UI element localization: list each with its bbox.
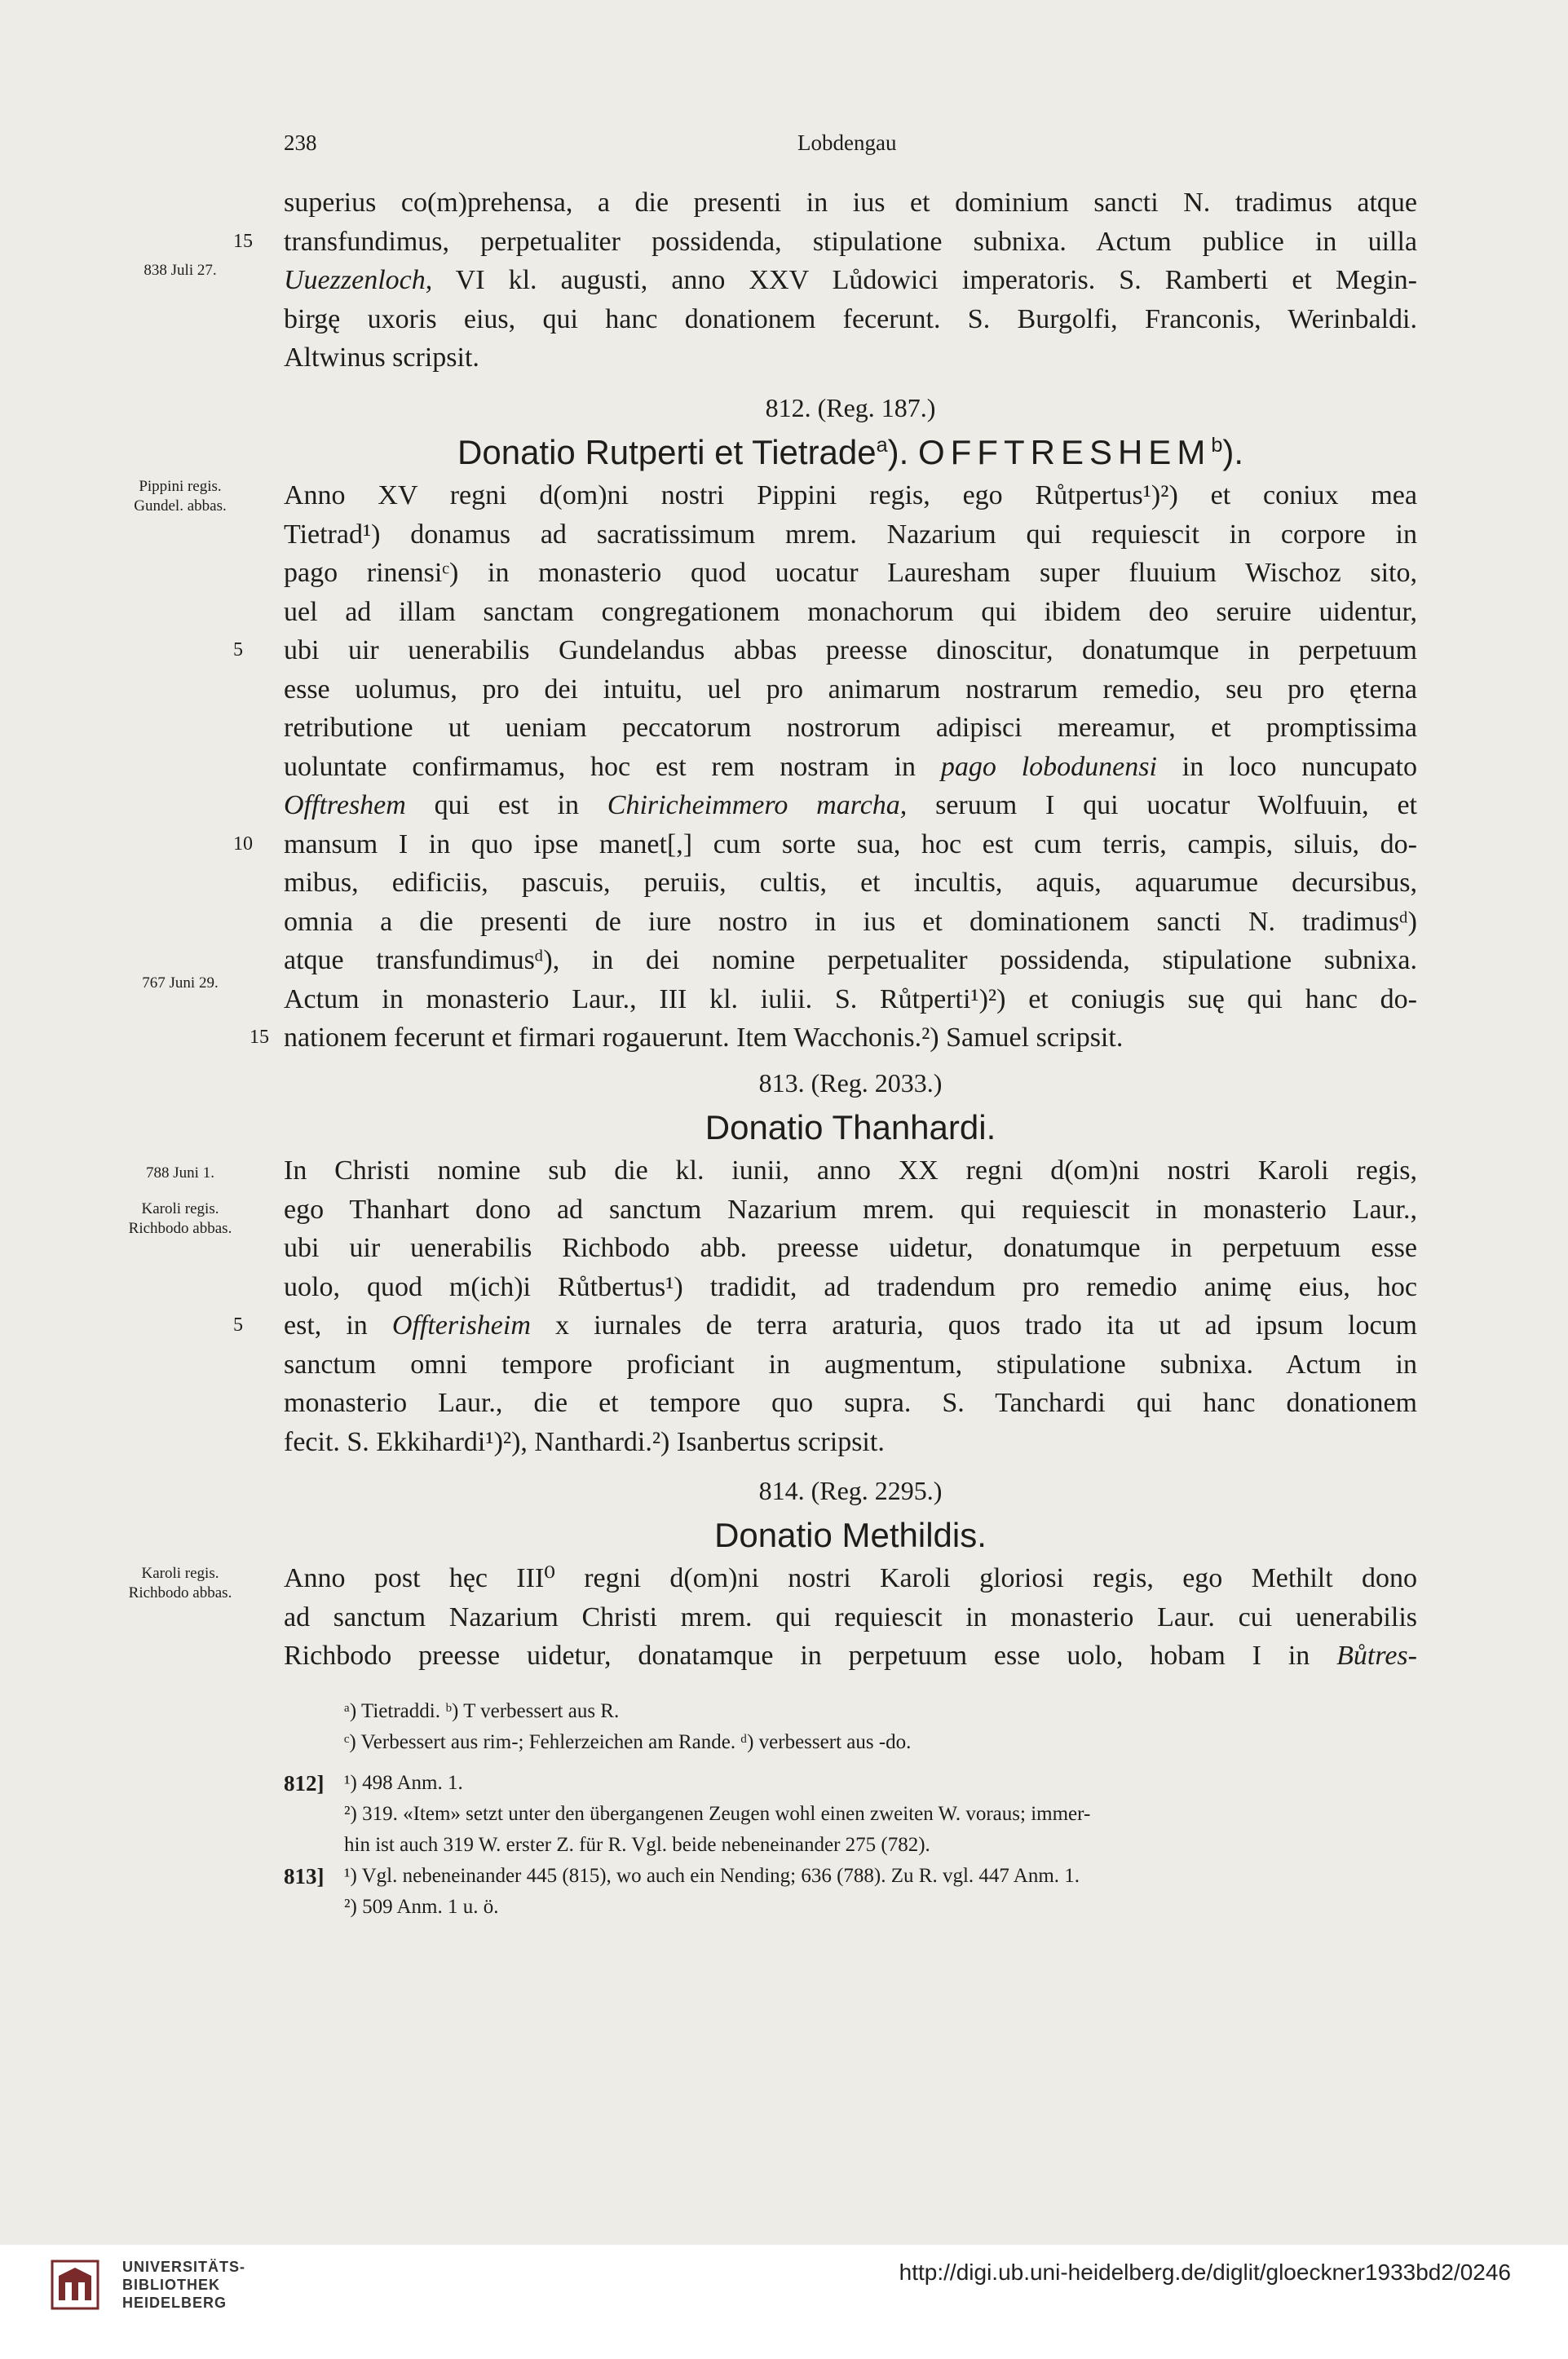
footnote-text: ¹) 498 Anm. 1. [344, 1772, 463, 1794]
line-text: sanctum omni tempore proficiant in augmentum, stipulatione subnixa. Actum in [284, 1349, 1417, 1380]
line-text: Altwinus scripsit. [284, 342, 479, 373]
line-text: ubi uir uenerabilis Gundelandus abbas preesse dinoscitur, donatumque in perpetuum [284, 635, 1417, 665]
line-text: VI kl. augusti, anno XXV Lůdowici imperatoris. S. Ramberti et Megin- [432, 265, 1417, 295]
text-line [284, 554, 1417, 593]
margin-note-names: Pippini regis. Gundel. abbas. [134, 478, 227, 515]
text-line [284, 338, 1417, 378]
line-number: 5 [233, 639, 243, 660]
text-line [284, 1559, 1417, 1598]
line-number: 15 [250, 1027, 269, 1048]
footer-bar [0, 2245, 1568, 2359]
text-line [284, 864, 1417, 903]
margin-note-names: Karoli regis. Richbodo abbas. [128, 1200, 232, 1237]
text-line [284, 786, 1417, 825]
text-line [284, 709, 1417, 748]
text-line [284, 1229, 1417, 1268]
footnote-text: hin ist auch 319 W. erster Z. für R. Vgl. beide nebeneinander 275 (782). [344, 1834, 930, 1856]
line-text: est, in [284, 1310, 392, 1341]
line-text: uolo, quod m(ich)i Růtbertus¹) tradidit, ad tradendum pro remedio animę eius, hoc [284, 1271, 1417, 1302]
line-text: Tietrad¹) donamus ad sacratissimum mrem. Nazarium qui requiescit in corpore in [284, 519, 1417, 550]
footnote-text: ¹) Vgl. nebeneinander 445 (815), wo auch ein Nending; 636 (788). Zu R. vgl. 447 Anm. 1. [344, 1865, 1080, 1887]
italic-name: Chiricheimmero marcha, [607, 790, 908, 820]
text-line [284, 941, 1417, 980]
text-line [284, 1598, 1417, 1637]
footnote-key: 813] [284, 1864, 325, 1889]
text-line [284, 1151, 1417, 1191]
line-text: uel ad illam sanctam congregationem monachorum qui ibidem deo seruire uidentur, [284, 596, 1417, 627]
line-text: seruum I qui uocatur Wolfuuin, et [907, 790, 1417, 820]
line-text: omnia a die presenti de iure nostro in ius et dominationem sancti N. tradimusᵈ) [284, 906, 1417, 937]
charter-number: 813. (Reg. 2033.) [758, 1068, 943, 1098]
line-text: retributione ut ueniam peccatorum nostrorum adipisci mereamur, et promptissima [284, 713, 1417, 743]
line-text: nationem fecerunt et firmari rogauerunt. Item Wacchonis.²) Samuel scripsit. [284, 1023, 1124, 1053]
page-number: 238 [284, 130, 317, 155]
text-line [284, 593, 1417, 632]
line-text: In Christi nomine sub die kl. iunii, anno XX regni d(om)ni nostri Karoli regis, [284, 1155, 1417, 1186]
charter-place: OFFTRESHEM [917, 433, 1212, 471]
text-line [284, 183, 1417, 223]
charter-814 [128, 1460, 1417, 1676]
line-text: birgę uxoris eius, qui hanc donationem fecerunt. S. Burgolfi, Franconis, Werinbaldi. [284, 303, 1417, 334]
text-line [284, 1384, 1417, 1423]
footnote-line [344, 1696, 1417, 1727]
footnote-line [344, 1727, 1417, 1758]
charter-title: Donatio Rutperti et Tietrade$^a$). OFFTRESHEM$^b$). [457, 433, 1243, 471]
margin-note-names: Karoli regis. Richbodo abbas. [128, 1565, 232, 1601]
line-text: Anno XV regni d(om)ni nostri Pippini regis, ego Růtpertus¹)²) et coniux mea [284, 480, 1417, 510]
line-text: ad sanctum Nazarium Christi mrem. qui requiescit in monasterio Laur. cui uenerabilis [284, 1601, 1417, 1632]
footnotes [284, 1696, 1417, 1923]
italic-name: Offterisheim [391, 1310, 531, 1341]
running-title: Lobdengau [797, 130, 897, 155]
line-text: fecit. S. Ekkihardi¹)²), Nanthardi.²) Isanbertus scripsit. [284, 1426, 885, 1457]
text-line [284, 670, 1417, 709]
margin-note-date: 788 Juni 1. [146, 1164, 214, 1182]
library-seal-icon [51, 2260, 99, 2310]
line-number: 15 [233, 230, 253, 252]
footnote-line [284, 1830, 1417, 1861]
text-line [284, 1268, 1417, 1307]
text-line [233, 1306, 1417, 1345]
footnote-key: 812] [284, 1771, 325, 1796]
text-line [233, 631, 1417, 670]
text-line [284, 1345, 1417, 1385]
charter-813 [128, 1052, 1417, 1461]
line-text: superius co(m)prehensa, a die presenti in ius et dominium sancti N. tradimus atque [284, 188, 1417, 218]
text-line [284, 1191, 1417, 1230]
line-text: atque transfundimusᵈ), in dei nomine perpetualiter possidenda, stipulatione subnixa. [284, 945, 1417, 975]
section-top [144, 183, 1417, 378]
line-number: 10 [233, 833, 253, 855]
text-line [284, 300, 1417, 339]
footnote-text: ᵃ) Tietraddi. ᵇ) T verbessert aus R. [344, 1700, 620, 1722]
footnote-line [284, 1861, 1417, 1892]
text-line [284, 748, 1417, 787]
text-line [284, 261, 1417, 300]
running-head [284, 130, 1417, 163]
text-line [284, 903, 1417, 942]
text-line [284, 1423, 1417, 1462]
line-text: qui est in [405, 790, 607, 820]
line-text: mansum I in quo ipse manet[,] cum sorte sua, hoc est cum terris, campis, siluis, do- [284, 828, 1417, 859]
line-text: ego Thanhart dono ad sanctum Nazarium mrem. qui requiescit in monasterio Laur., [284, 1194, 1417, 1225]
footnote-line [284, 1892, 1417, 1923]
text-line [233, 223, 1417, 262]
charter-number: 814. (Reg. 2295.) [758, 1476, 943, 1505]
text-line [233, 825, 1417, 864]
footnote-line [284, 1768, 1417, 1799]
italic-name: Uuezzenloch, [284, 265, 433, 295]
text-line [284, 476, 1417, 515]
italic-name: Bůtres- [1336, 1641, 1417, 1671]
line-text: Anno post hęc III⁰ regni d(om)ni nostri Karoli gloriosi regis, ego Methilt dono [284, 1563, 1417, 1593]
footnote-text: ᶜ) Verbessert aus rim-; Fehlerzeichen am Rande. ᵈ) verbessert aus -do. [344, 1731, 912, 1753]
line-number: 5 [233, 1314, 243, 1336]
line-text: uoluntate confirmamus, hoc est rem nostram in [284, 751, 941, 782]
text-line [284, 1637, 1417, 1676]
line-text: Actum in monasterio Laur., III kl. iulii. S. Růtperti¹)²) et coniugis suę qui hanc do- [284, 983, 1417, 1014]
text-line [284, 515, 1417, 554]
footnote-text: ²) 509 Anm. 1 u. ö. [344, 1896, 499, 1918]
text-line [284, 980, 1417, 1019]
permalink-url[interactable]: http://digi.ub.uni-heidelberg.de/diglit/gloeckner1933bd2/0246 [899, 2260, 1511, 2285]
italic-name: Offtreshem [284, 790, 406, 820]
line-text: mibus, edificiis, pascuis, peruiis, cultis, et incultis, aquis, aquarumue decursibus, [284, 868, 1417, 898]
charter-number: 812. (Reg. 187.) [765, 393, 936, 422]
line-text: ubi uir uenerabilis Richbodo abb. preesse uidetur, donatumque in perpetuum esse [284, 1233, 1417, 1263]
library-logo: UNIVERSITÄTS- BIBLIOTHEK HEIDELBERG [122, 2259, 246, 2311]
margin-note-date: 767 Juni 29. [142, 974, 219, 992]
line-text: transfundimus, perpetualiter possidenda, stipulatione subnixa. Actum publice in uilla [284, 226, 1417, 257]
italic-name: pago lobodunensi [940, 751, 1157, 782]
footnote-line [284, 1799, 1417, 1830]
footnote-text: ²) 319. «Item» setzt unter den übergangenen Zeugen wohl einen zweiten W. voraus; immer- [344, 1803, 1091, 1825]
margin-note-date: 838 Juli 27. [144, 262, 217, 279]
charter-title: Donatio Thanhardi. [704, 1108, 996, 1146]
charter-title: Donatio Methildis. [714, 1516, 987, 1554]
line-text: in loco nuncupato [1156, 751, 1417, 782]
line-text: x iurnales de terra araturia, quos trado ita ut ad ipsum locum [530, 1310, 1417, 1341]
line-text: monasterio Laur., die et tempore quo supra. S. Tanchardi qui hanc donationem [284, 1388, 1417, 1418]
line-text: pago rinensiᶜ) in monasterio quod uocatur Lauresham super fluuium Wischoz sito, [284, 558, 1417, 588]
line-text: esse uolumus, pro dei intuitu, uel pro animarum nostrarum remedio, seu pro ęterna [284, 674, 1417, 705]
charter-812 [134, 377, 1417, 1058]
line-text: Richbodo preesse uidetur, donatamque in perpetuum esse uolo, hobam I in [284, 1641, 1337, 1671]
